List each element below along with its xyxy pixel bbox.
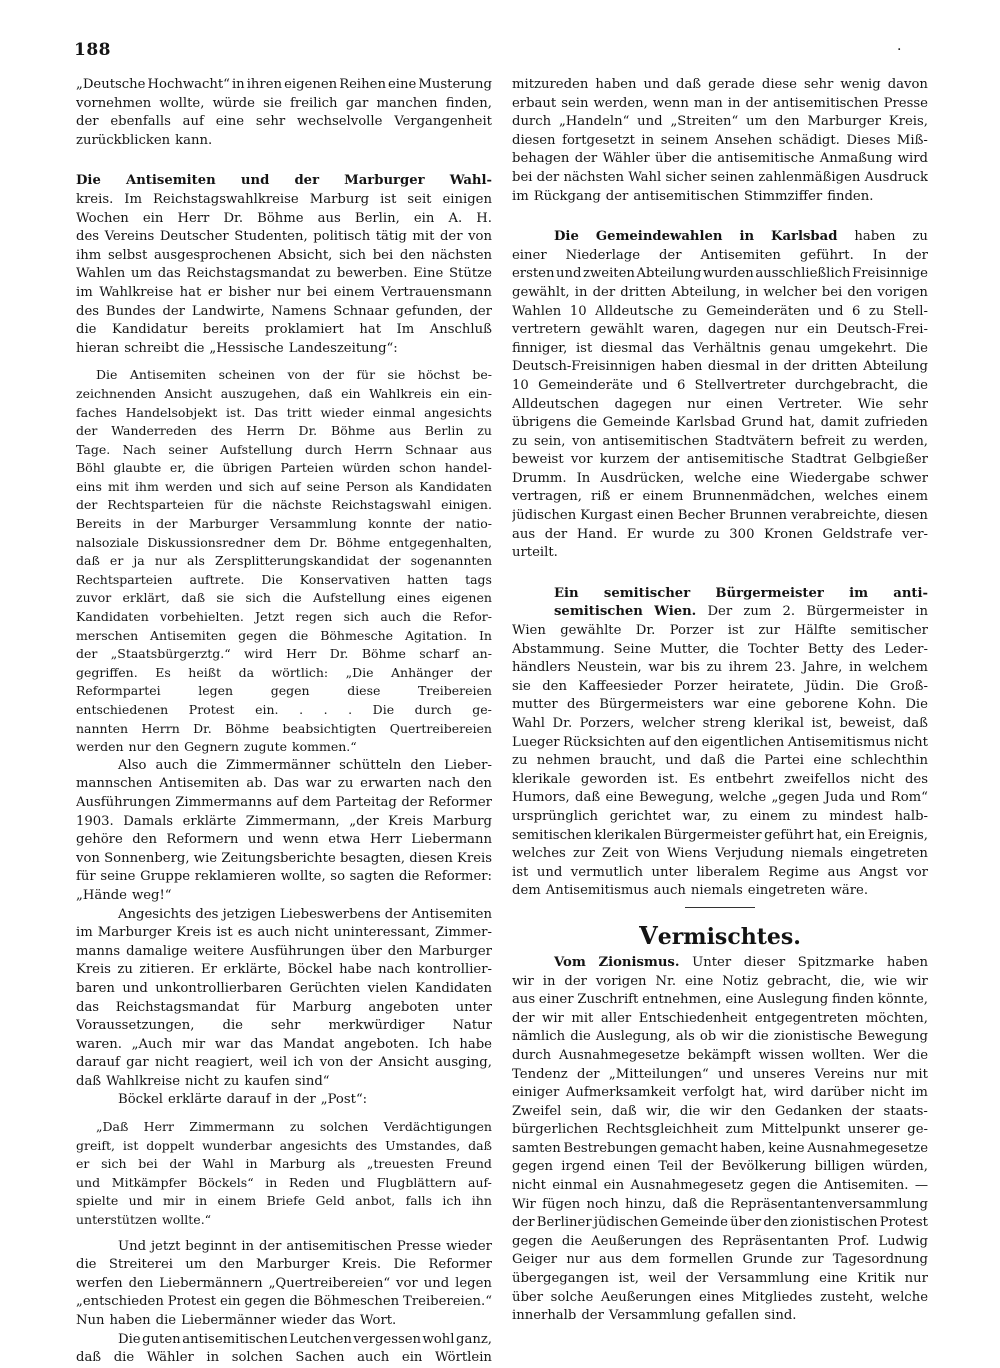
text-line: zeichnenden Ansicht auszugehen, daß ein Wahlkreis ein ein- [76, 385, 492, 401]
text-line: welches zur Zeit von Wiens Verjudung niemals eingetreten [512, 846, 928, 862]
text-line: 10 Gemeinderäte und 6 Stellvertreter durchgebracht, die [512, 377, 928, 393]
text-line: Wien gewählte Dr. Porzer ist zur Hälfte semitischer [512, 623, 928, 639]
text-line: Ausführungen Zimmermanns auf dem Parteitag der Reformer [76, 794, 492, 810]
text-line: werden nur den Gegnern zugute kommen.“ [76, 739, 357, 755]
text-line: für seine Gruppe reklamieren wollte, so sagten die Reformer: [76, 869, 492, 885]
text-line: erbaut sein werden, wenn man in der antisemitischen Presse [512, 95, 928, 111]
text-line: Wir fügen noch hinzu, daß die Repräsentantenversammlung [512, 1196, 928, 1212]
text-line: zurückblicken kann. [76, 132, 213, 148]
text-line: nicht einmal ein Ausnahmegesetz gegen die Antisemiten. — [512, 1178, 928, 1194]
text-line: bei der nächsten Wahl sicher seinen zahlenmäßigen Ausdruck [512, 169, 928, 185]
paragraph-gap [76, 358, 492, 366]
text-line: Die Antisemiten scheinen von der für sie höchst be- [96, 367, 492, 383]
text-line: samten Bestrebungen gemacht haben, keine Ausnahmegesetze [512, 1140, 928, 1156]
text-line: finniger, ist diesmal das Verhältnis genau umgekehrt. Die [512, 340, 928, 356]
text-line: beweist vor kurzem der antisemitische Stadtrat Gelbgießer [512, 452, 928, 468]
page-mark-dot: · [897, 42, 902, 58]
text-line: einiger Aufmerksamkeit verfolgt hat, wird darüber nicht im [512, 1085, 928, 1101]
text-line: gegen die Aeußerungen des Repräsentanten Prof. Ludwig [512, 1233, 928, 1249]
paragraph-gap [76, 1110, 492, 1118]
text-line: baren und unkontrollierbaren Gerüchten vielen Kandidaten [76, 980, 492, 996]
text-line: des Vereins Deutscher Studenten, politisch tätig mit der von [76, 229, 492, 245]
text-line: und Mitkämpfer Böckels“ in Reden und Flugblättern auf- [76, 1174, 492, 1190]
text-line: bürgerlichen Rechtsgleichheit zum Mittelpunkt unserer ge- [512, 1122, 928, 1138]
text-line: „Hände weg!“ [76, 887, 172, 903]
text-line: Tage. Nach seiner Aufstellung durch Herrn Schnaar aus [76, 441, 492, 457]
text-line: Wahlen 10 Alldeutsche zu Gemeinderäten und 6 zu Stell- [512, 303, 928, 319]
text-line: der ebenfalls auf eine sehr wechselvolle Vergangenheit [76, 114, 492, 130]
text-line: zuvor erklärt, daß sie sich die Aufstellung eines eigenen [76, 590, 492, 606]
right-column [512, 76, 928, 1326]
text-line: händlers Neustein, war bis zu ihrem 23. Jahre, in welchem [512, 660, 928, 676]
text-line: gewählt, in der dritten Abteilung, in welcher bei den vorigen [512, 284, 928, 300]
text-line: vertragen, riß er einem Brunnenmädchen, welches einem [512, 489, 928, 505]
text-line: Lueger Rücksichten auf den eigentlichen Antisemitismus nicht [512, 734, 928, 750]
text-line: Böhl glaubte er, die übrigen Parteien würden schon handel- [76, 460, 492, 476]
text-line: „entschieden Protest ein gegen die Böhmeschen Treibereien.“ [76, 1294, 492, 1310]
text-line: sie den Kaffeesieder Porzer heiratete, Jüdin. Die Groß- [512, 678, 928, 694]
text-line: Die guten antisemitischen Leutchen vergessen wohl ganz, [118, 1331, 492, 1347]
text-line: im Marburger Kreis ist es auch nicht uninteressant, Zimmer- [76, 925, 492, 941]
text-line: im Wahlkreise hat er bisher nur bei einem Vertrauensmann [76, 284, 492, 300]
text-line: werfen den Liebermännern „Quertreibereien“ vor und legen [76, 1275, 492, 1291]
text-line: Bereits in der Marburger Versammlung konnte der natio- [76, 516, 492, 532]
text-line: Voraussetzungen, die sehr merkwürdiger Natur [76, 1018, 492, 1034]
text-line: Kreis zu zitieren. Er erklärte, Böckel habe nach kontrollier- [76, 962, 492, 978]
text-line: mutter des Bürgermeisters war eine geborene Kohn. Die [512, 697, 928, 713]
text-line: Geiger nur aus dem formellen Grunde zur Tagesordnung [512, 1252, 928, 1268]
text-line: der Berliner jüdischen Gemeinde über den zionistischen Protest [512, 1215, 928, 1231]
text-line: „Deutsche Hochwacht“ in ihren eigenen Reihen eine Musterung [76, 77, 492, 92]
page-number: 188 [74, 40, 111, 60]
text-line: unterstützen wollte.“ [76, 1212, 212, 1228]
text-line: daß Wahlkreise nicht zu kaufen sind“ [76, 1073, 330, 1089]
text-line: diesen fortgesetzt in seinem Ansehen schädigt. Dieses Miß- [512, 132, 928, 148]
text-line: aus der Hand. Er wurde zu 300 Kronen Geldstrafe ver- [512, 526, 928, 542]
text-line: hieran schreibt die „Hessische Landeszeitung“: [76, 340, 398, 356]
text-line: über solche Aeußerungen eines Mitgliedes zusteht, welche [512, 1289, 928, 1305]
text-line: Kandidaten vorbehielten. Jetzt regen sich auch die Refor- [76, 609, 492, 625]
text-line: Abstammung. Seine Mutter, die Tochter Betty des Leder- [512, 641, 928, 657]
text-line: semitischen Wien. Der zum 2. Bürgermeister in [554, 604, 928, 620]
text-line: Ein semitischer Bürgermeister im anti- [554, 585, 928, 601]
text-line: nannten Herrn Dr. Böhme beabsichtigten Quertreibereien [76, 720, 492, 736]
text-line: behagen der Wähler über die antisemitische Anmaßung wird [512, 151, 928, 167]
text-line: der wir mit aller Entschiedenheit entgegentreten möchten, [512, 1010, 928, 1026]
text-line: klerikale geworden ist. Es entbehrt zweifellos nicht des [512, 771, 928, 787]
text-line: der Rechtsparteien für die nächste Reichstagswahl einigen. [76, 497, 492, 513]
text-line: zu sein, von antisemitischen Stadtvätern befreit zu werden, [512, 433, 928, 449]
text-line: gegriffen. Es heißt da wörtlich: „Die Anhänger der [76, 664, 492, 680]
text-line: die Streiterei um den Marburger Kreis. Die Reformer [76, 1257, 492, 1273]
text-line: dem Antisemitismus auch niemals eingetreten wäre. [512, 883, 869, 899]
text-line: faches Handelsobjekt ist. Das tritt wieder einmal angesichts [76, 404, 492, 420]
section-divider [685, 907, 755, 908]
text-line: wir in der vorigen Nr. eine Notiz gebracht, die, wie wir [512, 973, 928, 989]
text-line: spielte und mir in einem Briefe Geld anbot, falls ich ihn [76, 1193, 492, 1209]
text-line: nalsoziale Diskussionsredner dem Dr. Böhme entgegenhalten, [76, 534, 492, 550]
text-line: Angesichts des jetzigen Liebeswerbens der Antisemiten [118, 906, 492, 922]
paragraph-gap [512, 206, 928, 228]
text-line: ihm selbst ausgesprochenen Absicht, sich bei den nächsten [76, 247, 492, 263]
text-line: Zweifel sein, daß wir, die wir den Gedanken der staats- [512, 1103, 928, 1119]
text-line: der „Staatsbürgerztg.“ wird Herr Dr. Böhme scharf an- [76, 646, 492, 662]
paragraph-gap [512, 563, 928, 585]
text-line: Und jetzt beginnt in der antisemitischen Presse wieder [118, 1238, 492, 1254]
text-line: Wochen ein Herr Dr. Böhme aus Berlin, ein A. H. [76, 210, 492, 226]
text-line: manns damalige weitere Ausführungen über den Marburger [76, 943, 492, 959]
text-line: Tendenz der „Mitteilungen“ und unseres Vereins nur mit [512, 1066, 928, 1082]
text-line: nämlich die Auslegung, als ob wir die zionistische Bewegung [512, 1029, 928, 1045]
text-line: entschiedenen Protest ein. . . . Die durch ge- [76, 702, 492, 717]
text-line: mitzureden haben und daß gerade diese sehr wenig davon [512, 77, 928, 92]
text-line: übrigens die Gemeinde Karlsbad Grund hat, damit zufrieden [512, 415, 928, 431]
text-line: Wahl Dr. Porzers, welcher streng klerikal ist, beweist, daß [512, 716, 928, 731]
text-line: Alldeutschen dagegen nur einen Vertreter. Wie sehr [512, 396, 928, 412]
text-line: ursprünglich gerichtet war, zu einem zu mindest halb- [512, 808, 928, 824]
text-line: das Reichstagsmandat für Marburg angeboten unter [76, 999, 492, 1015]
text-line: durch „Handeln“ und „Streiten“ um den Marburger Kreis, [512, 114, 928, 130]
text-line: Die Gemeindewahlen in Karlsbad haben zu [554, 229, 928, 245]
paragraph-gap [76, 150, 492, 172]
text-line: zu nehmen braucht, und daß die Partei eine schlechthin [512, 753, 928, 769]
text-line: Humors, daß eine Bewegung, welche „gegen Juda und Rom“ [512, 790, 928, 806]
text-line: Rechtsparteien auftrete. Die Konservativen hatten tags [76, 571, 492, 587]
text-line: aus einer Zuschrift entnehmen, eine Auslegung finden könnte, [512, 992, 928, 1008]
text-line: darauf gar nicht reagiert, weil ich von der Ansicht ausging, [76, 1055, 492, 1071]
text-line: Nun haben die Liebermänner wieder das Wort. [76, 1313, 397, 1328]
text-line: Reformpartei legen gegen diese Treibereien [76, 683, 492, 699]
text-line: Drumm. In Ausdrücken, welche eine Wiedergabe schwer [512, 470, 928, 486]
text-line: im Rückgang der antisemitischen Stimmziffer finden. [512, 188, 874, 204]
text-line: Wahlen um das Reichstagsmandat zu bewerben. Eine Stütze [76, 266, 492, 282]
left-column [76, 76, 492, 1368]
text-line: eins mit ihm werden und sich auf seine Person als Kandidaten [76, 478, 492, 494]
text-line: die Kandidatur bereits proklamiert hat Im Anschluß [76, 322, 492, 338]
text-line: mannschen Antisemiten ab. Das war zu erwarten nach den [76, 776, 492, 792]
text-line: er sich bei der Wahl in Marburg als „treuesten Freund [76, 1156, 492, 1172]
text-line: einer Niederlage der Antisemiten geführt. In der [512, 247, 928, 263]
text-line: der Wanderreden des Herrn Dr. Böhme aus Berlin zu [76, 423, 492, 439]
text-line: urteilt. [512, 545, 558, 561]
text-line: Vom Zionismus. Unter dieser Spitzmarke haben [554, 954, 928, 970]
text-line: übergegangen ist, weil der Versammlung eine Kritik nur [512, 1271, 928, 1287]
text-line: kreis. Im Reichstagswahlkreise Marburg ist seit einigen [76, 191, 492, 207]
text-line: daß die Wähler in solchen Sachen auch ein Wörtlein [76, 1350, 492, 1366]
text-line: greift, ist doppelt wunderbar angesichts des Umstandes, daß [76, 1137, 492, 1153]
text-line: Also auch die Zimmermänner schütteln den Lieber- [118, 757, 492, 773]
text-line: ist und vermutlich unter liberalem Regime aus Angst vor [512, 864, 928, 880]
text-line: „Daß Herr Zimmermann zu solchen Verdächtigungen [96, 1119, 492, 1135]
text-line: Deutsch-Freisinnigen haben diesmal in der dritten Abteilung [512, 359, 928, 375]
paragraph-gap [76, 1230, 492, 1238]
text-line: von Sonnenberg, wie Zeitungsberichte besagten, diesen Kreis [76, 850, 492, 866]
text-line: ersten und zweiten Abteilung wurden ausschließlich Freisinnige [512, 266, 928, 282]
text-line: des Bundes der Landwirte, Namens Schnaar gefunden, der [76, 303, 492, 319]
text-line: gegen irgend einen Teil der Bevölkerung billigen würden, [512, 1159, 928, 1175]
text-line: merschen Antisemiten gegen die Böhmesche Agitation. In [76, 627, 492, 643]
text-line: vertretern gewählt waren, dagegen nur ein Deutsch-Frei- [512, 322, 928, 338]
text-line: Böckel erklärte darauf in der „Post“: [118, 1092, 368, 1108]
text-line: vornehmen wollte, würde sie freilich gar manchen finden, [76, 95, 492, 111]
text-line: gehöre den Reformern und wenn etwa Herr Liebermann [76, 832, 492, 848]
text-line: waren. „Auch mir war das Mandat angeboten. Ich habe [76, 1036, 492, 1052]
text-line: daß er ja nur als Zersplitterungskandidat der sogenannten [76, 553, 492, 569]
text-line: innerhalb der Versammlung gefallen sind. [512, 1308, 797, 1324]
text-line: semitischen klerikalen Bürgermeister geführt hat, ein Ereignis, [512, 827, 928, 843]
text-line: 1903. Damals erklärte Zimmermann, „der Kreis Marburg [76, 813, 492, 829]
text-line: jüdischen Kurgast einen Becher Brunnen verabreichte, diesen [512, 508, 928, 524]
text-line: durch Ausnahmegesetze bekämpft wissen wollten. Wer die [512, 1047, 928, 1063]
section-heading: Vermischtes. [639, 920, 801, 950]
text-line: Die Antisemiten und der Marburger Wahl- [76, 173, 492, 189]
